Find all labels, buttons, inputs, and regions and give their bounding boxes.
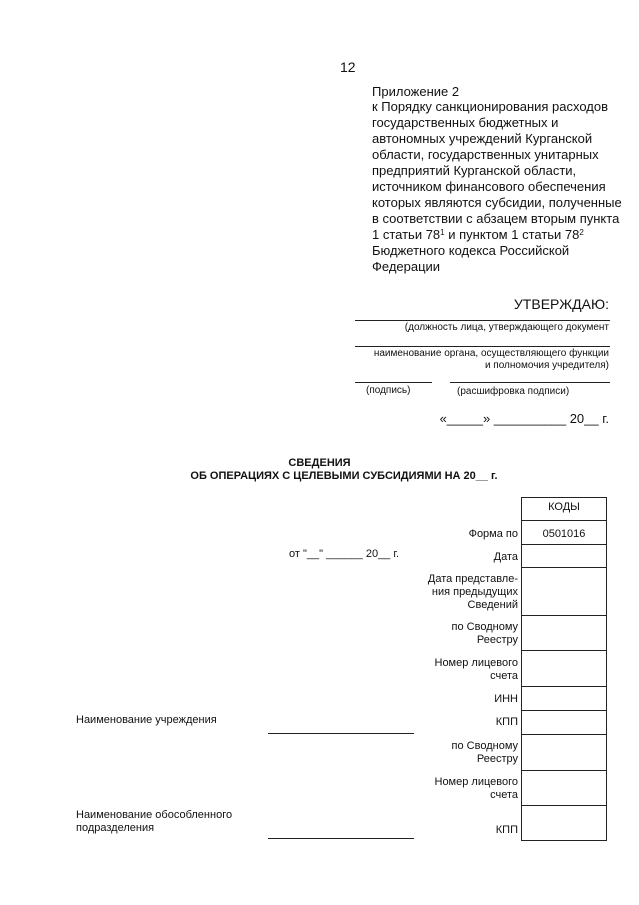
- report-date[interactable]: от "__" ______ 20__ г.: [289, 548, 400, 560]
- label-account-2-line-1: Номер лицевого: [434, 776, 518, 788]
- approval-date[interactable]: «_____» __________ 20__ г.: [439, 411, 609, 426]
- body-caption-1: наименование органа, осуществляющего функции: [373, 348, 609, 359]
- signature-caption: (подпись): [366, 385, 411, 396]
- label-prev-date-line-1: Дата представле-: [427, 573, 518, 585]
- label-consolidated-register-1-line-1: по Сводному: [451, 621, 518, 633]
- label-kpp-2: КПП: [495, 824, 518, 836]
- appendix-sup-2: 2: [579, 228, 584, 237]
- label-inn: ИНН: [494, 693, 518, 705]
- position-caption: (должность лица, утверждающего документ: [404, 322, 609, 333]
- appendix-text-part-2: и пунктом 1 статьи 78: [444, 227, 580, 242]
- label-account-1-line-1: Номер лицевого: [434, 657, 518, 669]
- body-caption-2: и полномочия учредителя): [484, 360, 609, 371]
- page-number: 12: [340, 59, 356, 75]
- body-line[interactable]: [355, 346, 610, 347]
- subdivision-name-label-line-2: подразделения: [76, 822, 155, 834]
- codes-divider: [521, 567, 607, 568]
- document-title-line-1: СВЕДЕНИЯ: [288, 457, 351, 469]
- codes-divider: [521, 710, 607, 711]
- codes-divider: [521, 650, 607, 651]
- label-account-1: [435, 657, 519, 683]
- codes-divider: [521, 686, 607, 687]
- label-form: Форма по: [468, 528, 518, 540]
- appendix-text: [372, 99, 622, 275]
- appendix-text-part-3: Бюджетного кодекса Российской Федерации: [372, 243, 570, 274]
- codes-divider: [521, 520, 607, 521]
- label-account-2: [435, 776, 519, 802]
- codes-table: [521, 497, 607, 841]
- subdivision-name-label-line-1: Наименование обособленного: [76, 809, 233, 821]
- decode-line[interactable]: [450, 382, 610, 383]
- form-code-value: 0501016: [542, 528, 586, 540]
- label-prev-date-line-2: ния предыдущих: [431, 586, 518, 598]
- appendix-title: Приложение 2: [372, 84, 460, 99]
- label-prev-date: [428, 573, 518, 612]
- label-consolidated-register-1-line-2: Реестру: [476, 634, 518, 646]
- codes-divider: [521, 770, 607, 771]
- label-account-2-line-2: счета: [490, 789, 518, 801]
- signature-line[interactable]: [355, 382, 432, 383]
- subdivision-name-label: [76, 809, 232, 835]
- institution-name-label: Наименование учреждения: [76, 714, 217, 726]
- document-title-line-2: ОБ ОПЕРАЦИЯХ С ЦЕЛЕВЫМИ СУБСИДИЯМИ НА 20__ г.: [190, 470, 498, 482]
- appendix-sup-1: 1: [440, 228, 445, 237]
- label-consolidated-register-2-line-1: по Сводному: [451, 740, 518, 752]
- appendix-text-part-1: к Порядку санкционирования расходов государственных бюджетных и автономных учреждений Курганской области, государственных унитарных предприятий Курганской области, источником финансового обеспечения которых являются субсидии, полученные в соответствии с абзацем вторым пункта 1 статьи 78: [372, 99, 622, 242]
- codes-divider: [521, 544, 607, 545]
- decode-caption: (расшифровка подписи): [457, 386, 570, 397]
- position-line[interactable]: [355, 320, 610, 321]
- approval-heading: УТВЕРЖДАЮ:: [513, 296, 609, 312]
- label-date: Дата: [493, 551, 518, 563]
- codes-divider: [521, 805, 607, 806]
- label-consolidated-register-2-line-2: Реестру: [476, 753, 518, 765]
- codes-divider: [521, 734, 607, 735]
- label-account-1-line-2: счета: [490, 670, 518, 682]
- label-prev-date-line-3: Сведений: [467, 599, 518, 611]
- label-consolidated-register-2: [452, 740, 518, 766]
- label-kpp-1: КПП: [495, 716, 518, 728]
- subdivision-name-line[interactable]: [268, 838, 414, 839]
- codes-header: КОДЫ: [548, 501, 580, 513]
- codes-divider: [521, 615, 607, 616]
- label-consolidated-register-1: [452, 621, 518, 647]
- institution-name-line[interactable]: [268, 733, 414, 734]
